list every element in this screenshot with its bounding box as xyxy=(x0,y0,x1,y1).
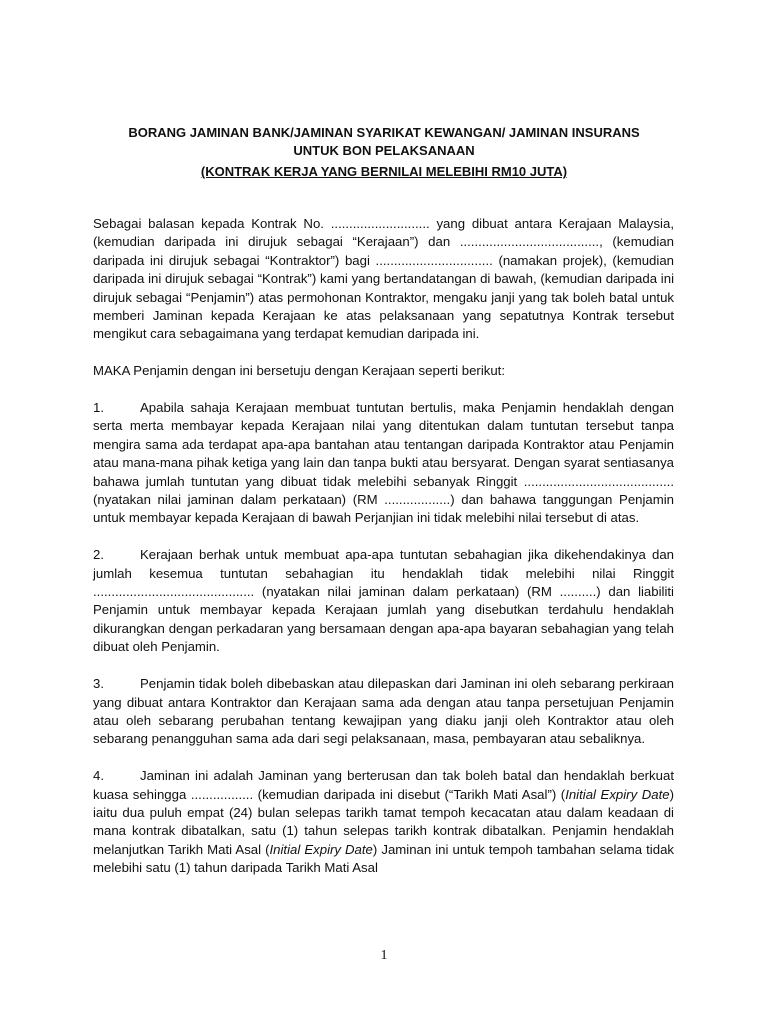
intro-paragraph: Sebagai balasan kepada Kontrak No. ........................... yang dibuat antara Kerajaan Malaysia, (kemudian daripada ini dirujuk sebagai “Kerajaan”) dan ......................................, (kemudian daripada ini dirujuk sebagai “Kontraktor”) bagi ................................ (namakan projek), (kemudian daripada ini dirujuk sebagai “Kontrak”) kami yang bertandatangan di bawah, (kemudian daripada ini dirujuk sebagai “Penjamin”) atas permohonan Kontraktor, mengaku janji yang tak boleh batal untuk memberi Jaminan kepada Kerajaan ke atas pelaksanaan yang sepatutnya Kontrak tersebut mengikut cara sebagaimana yang terdapat kemudian daripada ini. xyxy=(93,216,674,342)
clause-text-part: ) iaitu dua puluh empat (24) bulan selepas tarikh tamat tempoh kecacatan atau dalam keadaan di mana kontrak dibatalkan, satu (1) tahun selepas tarikh kontrak dibatalkan. Penjamin hendaklah melanjutkan Tarikh Mati Asal ( xyxy=(93,786,674,857)
clause-number: 3. xyxy=(93,676,104,692)
clause-2 xyxy=(93,546,674,656)
clause-1 xyxy=(93,399,674,528)
page-number: 1 xyxy=(380,948,388,963)
clause-text: Penjamin tidak boleh dibebaskan atau dilepaskan dari Jaminan ini oleh sebarang perkiraan yang dibuat antara Kontraktor dan Kerajaan sama ada dengan atau tanpa persetujuan Penjamin atau oleh sebarang perubahan tentang kewajipan yang diaku janji oleh Kontraktor atau oleh sebarang penangguhan sama ada dari segi pelaksanaan, masa, pembayaran atau sebaliknya. xyxy=(93,676,674,747)
clause-text: Kerajaan berhak untuk membuat apa-apa tuntutan sebahagian jika dikehendakinya dan jumlah kesemua tuntutan sebahagian itu hendaklah tidak melebihi nilai Ringgit ............................................ (nyatakan nilai jaminan dalam perkataan) (RM ..........) dan liabiliti Penjamin untuk membayar kepada Kerajaan jumlah yang disebutkan terdahulu hendaklah dikurangkan dengan perkadaran yang bersamaan dengan apa-apa bayaran sebahagian yang telah dibuat oleh Penjamin. xyxy=(93,547,674,655)
clause-number: 2. xyxy=(93,547,104,563)
document-title xyxy=(93,124,675,160)
clause-number: 4. xyxy=(93,768,104,784)
clause-text-part: ) Jaminan ini untuk tempoh tambahan selama tidak melebihi satu (1) tahun daripada Tarikh Mati Asal xyxy=(93,841,674,876)
clause-text-part: Jaminan ini adalah Jaminan yang berterusan dan tak boleh batal dan hendaklah berkuat kuasa sehingga ................. (kemudian daripada ini disebut (“Tarikh Mati Asal”) ( xyxy=(93,768,674,802)
clause-text-italic: Initial Expiry Date xyxy=(565,786,670,802)
clause-text: Apabila sahaja Kerajaan membuat tuntutan bertulis, maka Penjamin hendaklah dengan serta merta membayar kepada Kerajaan nilai yang ditentukan dalam tuntutan tersebut tanpa mengira sama ada terdapat apa-apa bantahan atau tentangan daripada Kontraktor atau Penjamin atau mana-mana pihak ketiga yang lain dan tanpa bukti atau bersyarat. Dengan syarat sentiasanya bahawa jumlah tuntutan yang dibuat tidak melebihi sebanyak Ringgit ......................................... (nyatakan nilai jaminan dalam perkataan) (RM ..................) dan bahawa tanggungan Penjamin untuk membayar kepada Kerajaan di bawah Perjanjian ini tidak melebihi nilai tersebut di atas. xyxy=(93,400,674,526)
clause-3 xyxy=(93,675,674,749)
title-line-1: BORANG JAMINAN BANK/JAMINAN SYARIKAT KEWANGAN/ JAMINAN INSURANS xyxy=(128,125,640,140)
clause-number: 1. xyxy=(93,400,104,416)
document-subtitle: (KONTRAK KERJA YANG BERNILAI MELEBIHI RM10 JUTA) xyxy=(200,164,568,179)
document-body xyxy=(93,215,674,896)
clause-4 xyxy=(93,767,674,877)
maka-paragraph: MAKA Penjamin dengan ini bersetuju dengan Kerajaan seperti berikut: xyxy=(93,363,506,379)
title-line-2: UNTUK BON PELAKSANAAN xyxy=(293,143,475,158)
clause-text-italic: Initial Expiry Date xyxy=(269,841,373,857)
